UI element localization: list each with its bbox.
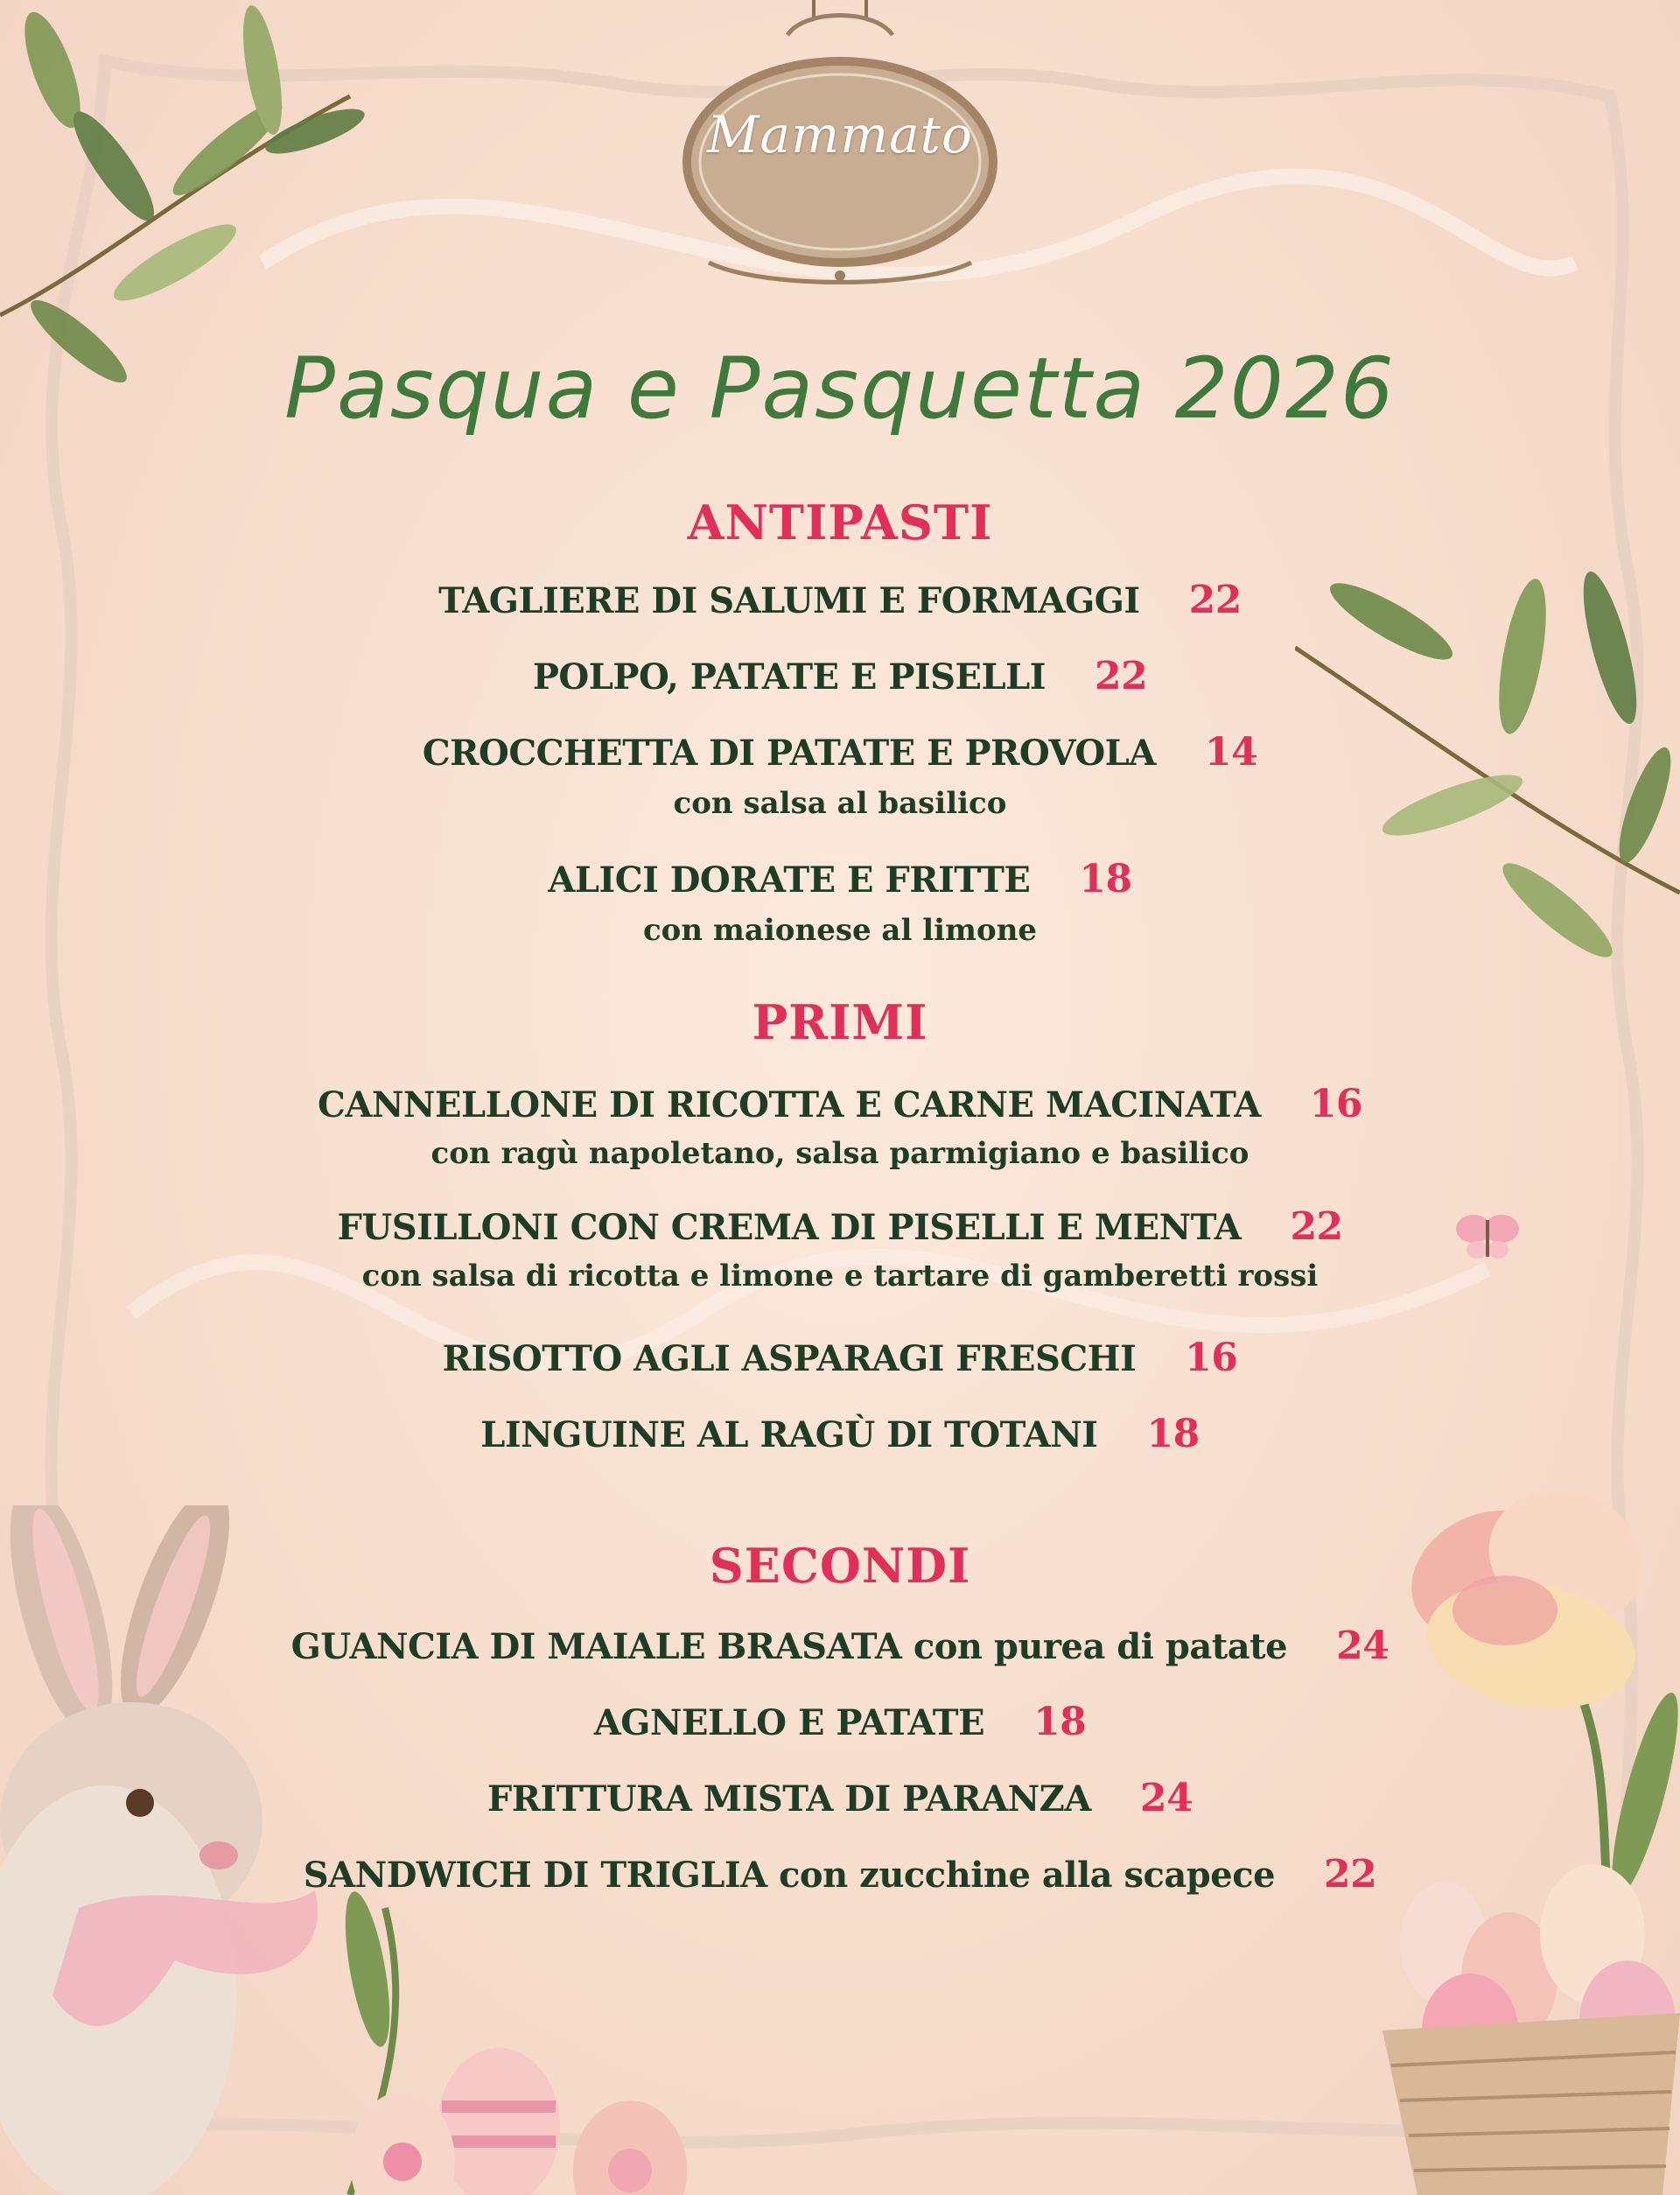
- menu-item: [0, 1204, 1680, 1249]
- item-name: FUSILLONI CON CREMA DI PISELLI E MENTA: [337, 1207, 1242, 1248]
- item-description: con salsa di ricotta e limone e tartare di gamberetti rossi: [361, 1259, 1319, 1294]
- item-price: 18: [1033, 1700, 1087, 1744]
- item-price: 16: [1185, 1336, 1238, 1380]
- item-name: ALICI DORATE E FRITTE: [548, 859, 1031, 901]
- brand-name: Mammato: [707, 105, 973, 165]
- item-name: AGNELLO E PATATE: [593, 1702, 985, 1743]
- item-name: POLPO, PATATE E PISELLI: [532, 656, 1046, 698]
- item-description: con maionese al limone: [642, 913, 1038, 948]
- item-price: 22: [1324, 1852, 1377, 1897]
- item-name: CROCCHETTA DI PATATE E PROVOLA: [422, 733, 1156, 774]
- menu-item: [0, 578, 1680, 622]
- menu-item: [0, 857, 1680, 901]
- section-title-secondi: SECONDI: [709, 1538, 971, 1594]
- item-price: 14: [1204, 730, 1258, 775]
- easter-egg-icon: [332, 1838, 735, 2195]
- item-price: 18: [1079, 857, 1132, 901]
- item-price: 22: [1188, 578, 1242, 622]
- item-price: 24: [1336, 1623, 1390, 1668]
- menu-item: [0, 1336, 1680, 1380]
- item-name: FRITTURA MISTA DI PARANZA: [486, 1778, 1091, 1820]
- item-price: 18: [1146, 1412, 1200, 1456]
- item-price: 22: [1290, 1204, 1343, 1249]
- item-price: 16: [1309, 1082, 1362, 1126]
- egg-basket-icon: [1365, 1820, 1680, 2195]
- item-name: RISOTTO AGLI ASPARAGI FRESCHI: [442, 1338, 1137, 1379]
- section-title-antipasti: ANTIPASTI: [687, 494, 993, 551]
- item-name: TAGLIERE DI SALUMI E FORMAGGI: [438, 580, 1140, 621]
- item-description: con salsa al basilico: [673, 786, 1007, 821]
- bunny-icon: [0, 1505, 385, 2195]
- item-name: GUANCIA DI MAIALE BRASATA con purea di patate: [290, 1626, 1288, 1667]
- brand-logo: [656, 0, 1024, 298]
- item-price: 24: [1139, 1776, 1194, 1820]
- item-name: LINGUINE AL RAGÙ DI TOTANI: [480, 1414, 1098, 1455]
- menu-item: [0, 654, 1680, 698]
- butterfly-icon: [1452, 1208, 1522, 1269]
- item-name: SANDWICH DI TRIGLIA con zucchine alla scapece: [303, 1855, 1276, 1896]
- page-title: Pasqua e Pasquetta 2026: [284, 340, 1396, 438]
- item-price: 22: [1094, 654, 1148, 698]
- menu-item: [0, 1082, 1680, 1126]
- section-title-primi: PRIMI: [752, 994, 928, 1050]
- menu-item: [0, 730, 1680, 775]
- item-description: con ragù napoletano, salsa parmigiano e basilico: [430, 1136, 1250, 1171]
- item-name: CANNELLONE DI RICOTTA E CARNE MACINATA: [317, 1084, 1261, 1126]
- menu-item: [0, 1412, 1680, 1456]
